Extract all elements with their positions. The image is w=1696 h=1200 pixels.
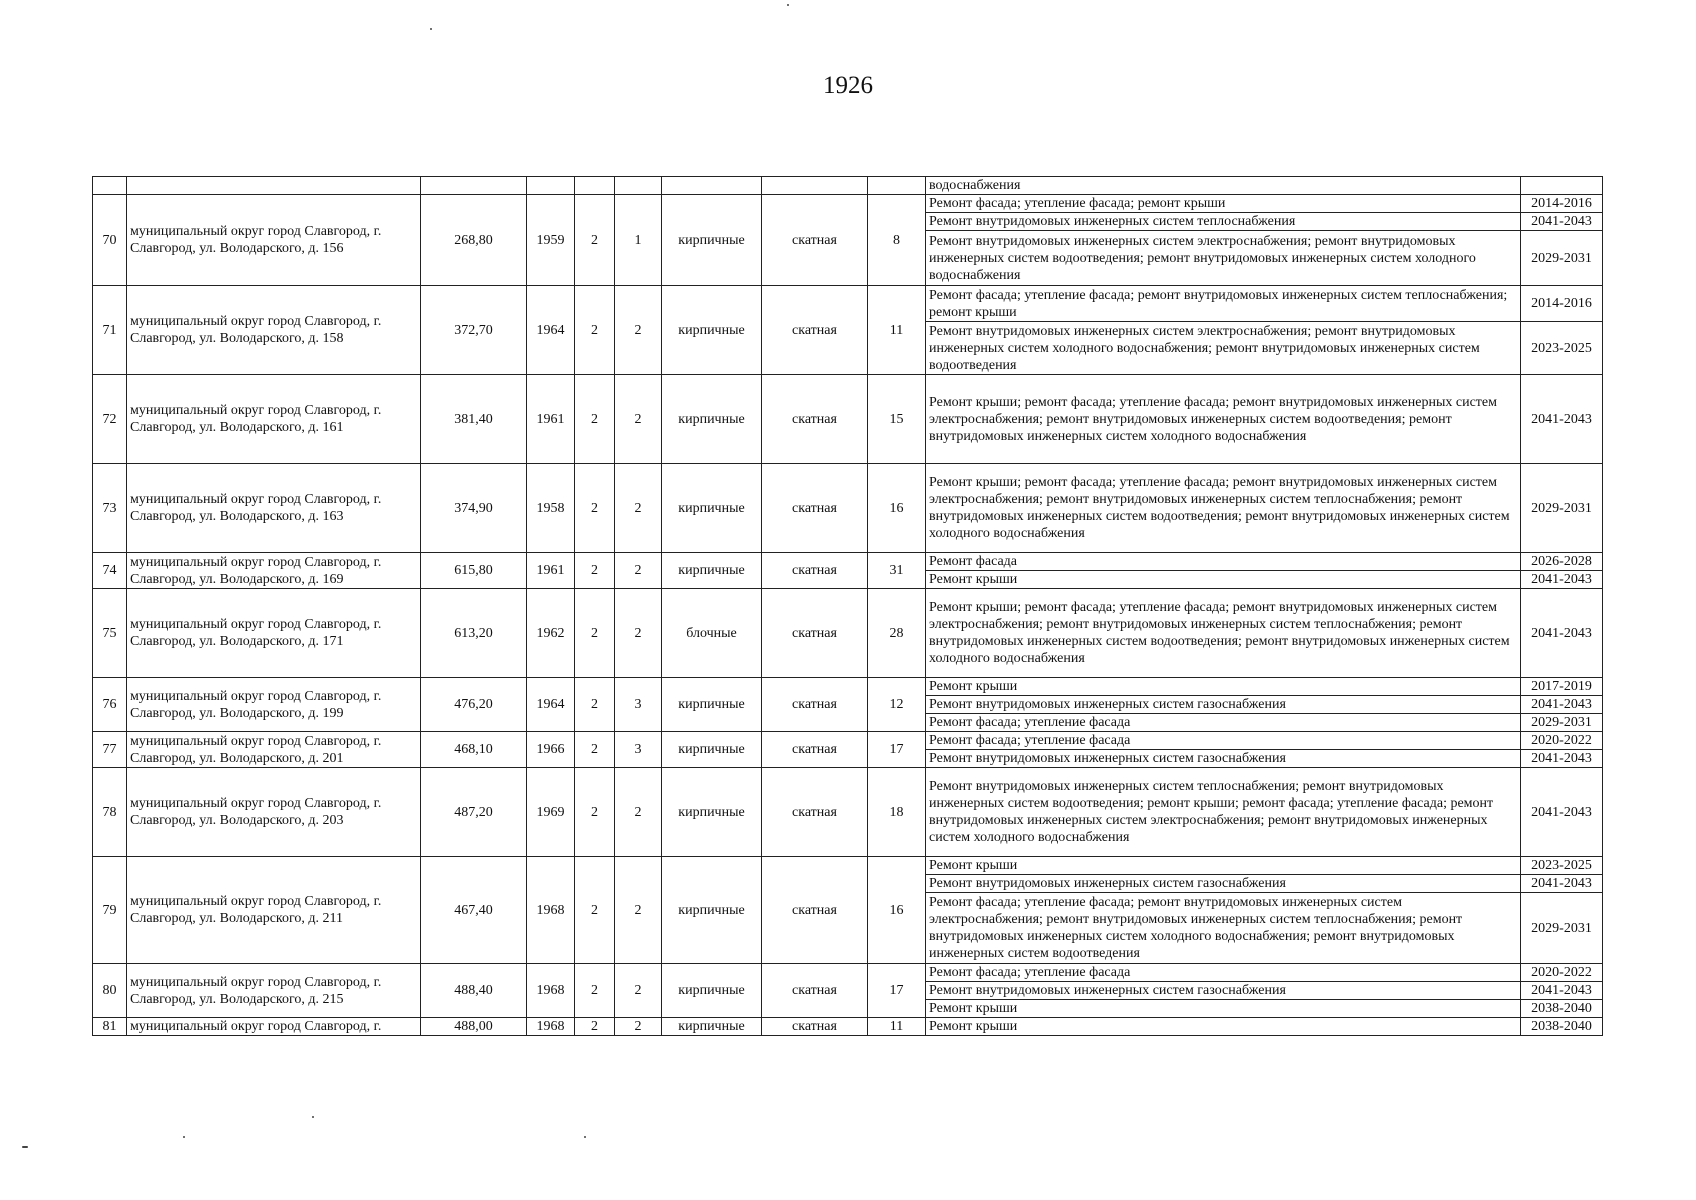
table-row bbox=[93, 553, 1603, 571]
floors-cell: 2 bbox=[575, 1018, 615, 1036]
apartments-cell: 28 bbox=[868, 589, 926, 678]
year-cell: 1961 bbox=[527, 553, 575, 589]
area-cell: 374,90 bbox=[421, 464, 527, 553]
address-cell: муниципальный округ город Славгород, г. Славгород, ул. Володарского, д. 169 bbox=[127, 553, 421, 589]
apartments-cell: 16 bbox=[868, 857, 926, 964]
work-cell: Ремонт фасада; утепление фасада; ремонт крыши bbox=[926, 195, 1521, 213]
carryover-row bbox=[93, 177, 1603, 195]
table-row bbox=[93, 589, 1603, 678]
period-cell: 2026-2028 bbox=[1521, 553, 1603, 571]
area-cell: 488,00 bbox=[421, 1018, 527, 1036]
apartments-cell: 31 bbox=[868, 553, 926, 589]
area-cell: 613,20 bbox=[421, 589, 527, 678]
work-cell: Ремонт фасада; утепление фасада; ремонт внутридомовых инженерных систем теплоснабжения; ремонт крыши bbox=[926, 286, 1521, 322]
floors-cell: 2 bbox=[575, 589, 615, 678]
wall-material-cell: кирпичные bbox=[662, 553, 762, 589]
year-cell: 1966 bbox=[527, 732, 575, 768]
apartments-cell: 15 bbox=[868, 375, 926, 464]
wall-material-cell: кирпичные bbox=[662, 286, 762, 375]
address-cell: муниципальный округ город Славгород, г. bbox=[127, 1018, 421, 1036]
wall-material-cell: кирпичные bbox=[662, 1018, 762, 1036]
address-cell: муниципальный округ город Славгород, г. Славгород, ул. Володарского, д. 211 bbox=[127, 857, 421, 964]
floors-cell: 2 bbox=[575, 286, 615, 375]
period-cell: 2020-2022 bbox=[1521, 964, 1603, 982]
apartments-cell: 11 bbox=[868, 1018, 926, 1036]
apartments-cell: 17 bbox=[868, 964, 926, 1018]
entrances-cell: 2 bbox=[615, 964, 662, 1018]
floors-cell: 2 bbox=[575, 732, 615, 768]
apartments-cell: 11 bbox=[868, 286, 926, 375]
floors-cell: 2 bbox=[575, 768, 615, 857]
scan-speck bbox=[183, 1136, 185, 1138]
work-cell: Ремонт внутридомовых инженерных систем газоснабжения bbox=[926, 982, 1521, 1000]
floors-cell: 2 bbox=[575, 964, 615, 1018]
entrances-cell: 2 bbox=[615, 553, 662, 589]
period-cell: 2041-2043 bbox=[1521, 750, 1603, 768]
row-number-cell: 74 bbox=[93, 553, 127, 589]
row-number-cell: 71 bbox=[93, 286, 127, 375]
scan-speck bbox=[312, 1116, 314, 1118]
roof-type-cell: скатная bbox=[762, 375, 868, 464]
address-cell: муниципальный округ город Славгород, г. Славгород, ул. Володарского, д. 201 bbox=[127, 732, 421, 768]
period-cell: 2023-2025 bbox=[1521, 322, 1603, 375]
empty-cell bbox=[762, 177, 868, 195]
period-cell: 2041-2043 bbox=[1521, 589, 1603, 678]
area-cell: 467,40 bbox=[421, 857, 527, 964]
roof-type-cell: скатная bbox=[762, 553, 868, 589]
table-row bbox=[93, 375, 1603, 464]
address-cell: муниципальный округ город Славгород, г. Славгород, ул. Володарского, д. 171 bbox=[127, 589, 421, 678]
work-cell: Ремонт крыши; ремонт фасада; утепление фасада; ремонт внутридомовых инженерных систем электроснабжения; ремонт внутридомовых инженерных систем теплоснабжения; ремонт внутридомовых инженерных систем водоотведения; ремонт внутридомовых инженерных систем холодного водоснабжения bbox=[926, 464, 1521, 553]
table-row bbox=[93, 732, 1603, 750]
roof-type-cell: скатная bbox=[762, 464, 868, 553]
area-cell: 615,80 bbox=[421, 553, 527, 589]
period-cell: 2020-2022 bbox=[1521, 732, 1603, 750]
roof-type-cell: скатная bbox=[762, 286, 868, 375]
empty-cell bbox=[1521, 177, 1603, 195]
work-cell: Ремонт крыши; ремонт фасада; утепление фасада; ремонт внутридомовых инженерных систем электроснабжения; ремонт внутридомовых инженерных систем теплоснабжения; ремонт внутридомовых инженерных систем водоотведения; ремонт внутридомовых инженерных систем холодного водоснабжения bbox=[926, 589, 1521, 678]
floors-cell: 2 bbox=[575, 857, 615, 964]
year-cell: 1964 bbox=[527, 286, 575, 375]
wall-material-cell: кирпичные bbox=[662, 464, 762, 553]
table-row bbox=[93, 195, 1603, 213]
entrances-cell: 2 bbox=[615, 1018, 662, 1036]
empty-cell bbox=[575, 177, 615, 195]
work-cell: Ремонт внутридомовых инженерных систем теплоснабжения bbox=[926, 213, 1521, 231]
work-cell: Ремонт крыши bbox=[926, 678, 1521, 696]
entrances-cell: 2 bbox=[615, 768, 662, 857]
period-cell: 2029-2031 bbox=[1521, 714, 1603, 732]
address-cell: муниципальный округ город Славгород, г. Славгород, ул. Володарского, д. 203 bbox=[127, 768, 421, 857]
work-cell: Ремонт внутридомовых инженерных систем газоснабжения bbox=[926, 696, 1521, 714]
entrances-cell: 2 bbox=[615, 589, 662, 678]
row-number-cell: 76 bbox=[93, 678, 127, 732]
scan-speck bbox=[584, 1136, 586, 1138]
floors-cell: 2 bbox=[575, 464, 615, 553]
wall-material-cell: кирпичные bbox=[662, 732, 762, 768]
empty-cell bbox=[868, 177, 926, 195]
area-cell: 487,20 bbox=[421, 768, 527, 857]
row-number-cell: 73 bbox=[93, 464, 127, 553]
row-number-cell: 81 bbox=[93, 1018, 127, 1036]
wall-material-cell: блочные bbox=[662, 589, 762, 678]
year-cell: 1968 bbox=[527, 964, 575, 1018]
work-cell: Ремонт внутридомовых инженерных систем электроснабжения; ремонт внутридомовых инженерных систем водоотведения; ремонт внутридомовых инженерных систем холодного водоснабжения bbox=[926, 231, 1521, 286]
entrances-cell: 1 bbox=[615, 195, 662, 286]
year-cell: 1958 bbox=[527, 464, 575, 553]
roof-type-cell: скатная bbox=[762, 589, 868, 678]
period-cell: 2029-2031 bbox=[1521, 231, 1603, 286]
floors-cell: 2 bbox=[575, 553, 615, 589]
empty-cell bbox=[421, 177, 527, 195]
area-cell: 372,70 bbox=[421, 286, 527, 375]
period-cell: 2014-2016 bbox=[1521, 195, 1603, 213]
row-number-cell: 80 bbox=[93, 964, 127, 1018]
area-cell: 268,80 bbox=[421, 195, 527, 286]
period-cell: 2029-2031 bbox=[1521, 464, 1603, 553]
period-cell: 2041-2043 bbox=[1521, 768, 1603, 857]
row-number-cell: 78 bbox=[93, 768, 127, 857]
empty-cell bbox=[615, 177, 662, 195]
entrances-cell: 2 bbox=[615, 464, 662, 553]
address-cell: муниципальный округ город Славгород, г. Славгород, ул. Володарского, д. 161 bbox=[127, 375, 421, 464]
apartments-cell: 17 bbox=[868, 732, 926, 768]
period-cell: 2014-2016 bbox=[1521, 286, 1603, 322]
work-cell: Ремонт внутридомовых инженерных систем электроснабжения; ремонт внутридомовых инженерных систем холодного водоснабжения; ремонт внутридомовых инженерных систем водоотведения bbox=[926, 322, 1521, 375]
scan-speck bbox=[430, 28, 432, 30]
empty-cell bbox=[527, 177, 575, 195]
roof-type-cell: скатная bbox=[762, 732, 868, 768]
work-cell: Ремонт фасада; утепление фасада bbox=[926, 964, 1521, 982]
empty-cell bbox=[662, 177, 762, 195]
table-row bbox=[93, 857, 1603, 875]
wall-material-cell: кирпичные bbox=[662, 964, 762, 1018]
wall-material-cell: кирпичные bbox=[662, 375, 762, 464]
work-cell: Ремонт крыши; ремонт фасада; утепление фасада; ремонт внутридомовых инженерных систем электроснабжения; ремонт внутридомовых инженерных систем водоотведения; ремонт внутридомовых инженерных систем холодного водоснабжения bbox=[926, 375, 1521, 464]
roof-type-cell: скатная bbox=[762, 678, 868, 732]
period-cell: 2041-2043 bbox=[1521, 696, 1603, 714]
period-cell: 2041-2043 bbox=[1521, 213, 1603, 231]
period-cell: 2041-2043 bbox=[1521, 982, 1603, 1000]
empty-cell bbox=[93, 177, 127, 195]
year-cell: 1959 bbox=[527, 195, 575, 286]
empty-cell bbox=[127, 177, 421, 195]
address-cell: муниципальный округ город Славгород, г. Славгород, ул. Володарского, д. 158 bbox=[127, 286, 421, 375]
roof-type-cell: скатная bbox=[762, 964, 868, 1018]
work-cell: Ремонт внутридомовых инженерных систем газоснабжения bbox=[926, 750, 1521, 768]
work-cell: Ремонт внутридомовых инженерных систем теплоснабжения; ремонт внутридомовых инженерных систем водоотведения; ремонт крыши; ремонт фасада; утепление фасада; ремонт внутридомовых инженерных систем электроснабжения; ремонт внутридомовых инженерных систем холодного водоснабжения bbox=[926, 768, 1521, 857]
work-cell: водоснабжения bbox=[926, 177, 1521, 195]
row-number-cell: 70 bbox=[93, 195, 127, 286]
table-row bbox=[93, 964, 1603, 982]
work-cell: Ремонт фасада; утепление фасада bbox=[926, 714, 1521, 732]
work-cell: Ремонт фасада; утепление фасада bbox=[926, 732, 1521, 750]
row-number-cell: 75 bbox=[93, 589, 127, 678]
period-cell: 2017-2019 bbox=[1521, 678, 1603, 696]
work-cell: Ремонт фасада; утепление фасада; ремонт внутридомовых инженерных систем электроснабжения; ремонт внутридомовых инженерных систем теплоснабжения; ремонт внутридомовых инженерных систем холодного водоснабжения; ремонт внутридомовых инженерных систем водоотведения bbox=[926, 893, 1521, 964]
period-cell: 2041-2043 bbox=[1521, 875, 1603, 893]
roof-type-cell: скатная bbox=[762, 195, 868, 286]
wall-material-cell: кирпичные bbox=[662, 857, 762, 964]
work-cell: Ремонт крыши bbox=[926, 1018, 1521, 1036]
table-row bbox=[93, 678, 1603, 696]
roof-type-cell: скатная bbox=[762, 857, 868, 964]
scan-speck bbox=[787, 4, 789, 6]
area-cell: 381,40 bbox=[421, 375, 527, 464]
work-cell: Ремонт внутридомовых инженерных систем газоснабжения bbox=[926, 875, 1521, 893]
table-row bbox=[93, 286, 1603, 322]
address-cell: муниципальный округ город Славгород, г. Славгород, ул. Володарского, д. 215 bbox=[127, 964, 421, 1018]
period-cell: 2029-2031 bbox=[1521, 893, 1603, 964]
period-cell: 2038-2040 bbox=[1521, 1000, 1603, 1018]
area-cell: 488,40 bbox=[421, 964, 527, 1018]
work-cell: Ремонт крыши bbox=[926, 1000, 1521, 1018]
row-number-cell: 77 bbox=[93, 732, 127, 768]
floors-cell: 2 bbox=[575, 678, 615, 732]
apartments-cell: 18 bbox=[868, 768, 926, 857]
table-row bbox=[93, 464, 1603, 553]
address-cell: муниципальный округ город Славгород, г. Славгород, ул. Володарского, д. 199 bbox=[127, 678, 421, 732]
floors-cell: 2 bbox=[575, 375, 615, 464]
row-number-cell: 72 bbox=[93, 375, 127, 464]
roof-type-cell: скатная bbox=[762, 1018, 868, 1036]
apartments-cell: 8 bbox=[868, 195, 926, 286]
work-cell: Ремонт крыши bbox=[926, 857, 1521, 875]
year-cell: 1968 bbox=[527, 1018, 575, 1036]
year-cell: 1969 bbox=[527, 768, 575, 857]
area-cell: 468,10 bbox=[421, 732, 527, 768]
repair-schedule-table bbox=[92, 176, 1603, 1036]
year-cell: 1961 bbox=[527, 375, 575, 464]
wall-material-cell: кирпичные bbox=[662, 195, 762, 286]
work-cell: Ремонт крыши bbox=[926, 571, 1521, 589]
year-cell: 1964 bbox=[527, 678, 575, 732]
entrances-cell: 2 bbox=[615, 375, 662, 464]
area-cell: 476,20 bbox=[421, 678, 527, 732]
wall-material-cell: кирпичные bbox=[662, 678, 762, 732]
period-cell: 2038-2040 bbox=[1521, 1018, 1603, 1036]
address-cell: муниципальный округ город Славгород, г. Славгород, ул. Володарского, д. 163 bbox=[127, 464, 421, 553]
period-cell: 2041-2043 bbox=[1521, 375, 1603, 464]
wall-material-cell: кирпичные bbox=[662, 768, 762, 857]
year-cell: 1968 bbox=[527, 857, 575, 964]
table-row bbox=[93, 768, 1603, 857]
work-cell: Ремонт фасада bbox=[926, 553, 1521, 571]
address-cell: муниципальный округ город Славгород, г. Славгород, ул. Володарского, д. 156 bbox=[127, 195, 421, 286]
entrances-cell: 2 bbox=[615, 857, 662, 964]
entrances-cell: 3 bbox=[615, 732, 662, 768]
period-cell: 2041-2043 bbox=[1521, 571, 1603, 589]
entrances-cell: 3 bbox=[615, 678, 662, 732]
floors-cell: 2 bbox=[575, 195, 615, 286]
page-number: 1926 bbox=[823, 72, 873, 99]
scan-speck bbox=[22, 1146, 28, 1148]
roof-type-cell: скатная bbox=[762, 768, 868, 857]
apartments-cell: 16 bbox=[868, 464, 926, 553]
year-cell: 1962 bbox=[527, 589, 575, 678]
apartments-cell: 12 bbox=[868, 678, 926, 732]
row-number-cell: 79 bbox=[93, 857, 127, 964]
entrances-cell: 2 bbox=[615, 286, 662, 375]
period-cell: 2023-2025 bbox=[1521, 857, 1603, 875]
table-row bbox=[93, 1018, 1603, 1036]
